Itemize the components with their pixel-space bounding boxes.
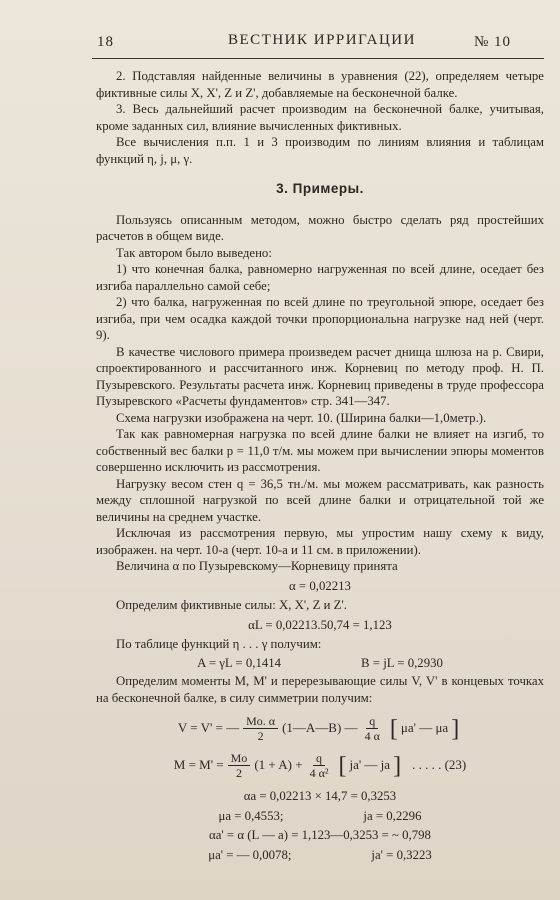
paragraph: Величина α по Пузыревскому—Корневицу принята: [116, 559, 398, 573]
formula-m-bracket: ja' — ja: [349, 757, 391, 773]
formula-m-mid: (1 + A) +: [254, 757, 303, 773]
paragraph: 2) что балка, нагруженная по всей длине по треугольной эпюре, оседает без изгиба, при чем осадка каждой точки пропорциональна нагрузке над ней (черт. 9).: [96, 295, 544, 342]
paragraph: Так автором было выведено:: [116, 245, 272, 260]
section-title: 3. Примеры.: [276, 181, 364, 196]
paragraph: Определим моменты M, M' и перерезывающие силы V, V' в концевых точках на бесконечной балке, в силу симметрии получим:: [96, 674, 544, 705]
equation-number: . . . . . (23): [412, 757, 467, 773]
paragraph: Пользуясь описанным методом, можно быстро сделать ряд простейших расчетов в общем виде.: [96, 212, 544, 243]
numerator: Mo. α: [243, 714, 278, 729]
paragraph: В качестве числового примера произведем расчет днища шлюза на р. Свири, спроектированного и рассчитанного инж. Корневиц по методу проф. Н. П. Пузыревского. Результаты расчета инж. Корневиц приведены в труде профессора Пузыревского «Расчеты фундаментов» стр. 341—347.: [96, 344, 544, 408]
equation-alpha: α = 0,02213: [289, 578, 351, 593]
fraction: [228, 751, 251, 780]
formula-v-mid: (1—A—B) —: [282, 720, 358, 736]
issue-number: № 10: [474, 34, 512, 50]
equation-b: B = jL = 0,2930: [361, 655, 443, 670]
paragraph: 1) что конечная балка, равномерно нагруженная по всей длине, оседает без изгиба параллельно самой себе;: [96, 262, 544, 293]
left-bracket: [: [389, 715, 398, 742]
page-number: 18: [97, 34, 114, 50]
denominator: 2: [235, 766, 242, 780]
paragraph: Определим фиктивные силы: X, X', Z и Z'.: [116, 598, 347, 612]
formula-m-lhs: M = M' =: [173, 757, 224, 773]
equation-mu-a-prime: μa' = — 0,0078;: [208, 847, 292, 862]
fraction: [243, 714, 278, 743]
paragraph: 3. Весь дальнейший расчет производим на бесконечной балке, учитывая, кроме заданных сил, влияние вычисленных фиктивных.: [96, 102, 544, 133]
denominator: 4 α²: [309, 766, 329, 780]
numerator: q: [366, 714, 378, 729]
page-header: [0, 30, 560, 56]
equation-alpha-a: αa = 0,02213 × 14,7 = 0,3253: [243, 789, 397, 803]
fraction: [307, 751, 332, 780]
paragraph: Нагрузку весом стен q = 36,5 тн./м. мы можем рассматривать, как разность между сплошной нагрузкой по всей длине балки и отрицательной той же величины на среднем участке.: [96, 476, 544, 524]
right-bracket: ]: [451, 715, 460, 742]
left-bracket: [: [338, 752, 347, 779]
equation-alpha-a-prime: αa' = α (L — a) = 1,123—0,3253 = ~ 0,798: [209, 828, 431, 842]
header-rule: [92, 58, 544, 59]
paragraph: 2. Подставляя найденные величины в уравнения (22), определяем четыре фиктивные силы X, X', Z и Z', добавляемые на бесконечной балке.: [96, 69, 544, 100]
right-bracket: ]: [393, 752, 402, 779]
page-body: [96, 68, 544, 865]
equation-alpha-l: αL = 0,02213.50,74 = 1,123: [248, 617, 392, 632]
paragraph: Так как равномерная нагрузка по всей длине балки не влияет на изгиб, то собственный вес балки p = 11,0 т/м. мы можем при вычислении эпюры моментов совершенно исключить из рассмотрения.: [96, 427, 544, 474]
paragraph: Все вычисления п.п. 1 и 3 производим по линиям влияния и таблицам функций η, j, μ, γ.: [96, 135, 544, 166]
equation-j-a-prime: ja' = 0,3223: [371, 847, 432, 862]
denominator: 2: [257, 729, 264, 743]
paragraph: Исключая из рассмотрения первую, мы упростим нашу схему к виду, изображен. на черт. 10-а (черт. 10-а и 11 см. в приложении).: [96, 526, 544, 557]
formula-m: [96, 751, 544, 780]
journal-title: ВЕСТНИК ИРРИГАЦИИ: [228, 32, 416, 48]
numerator: Mo: [228, 751, 251, 766]
numerator: q: [313, 751, 325, 766]
equation-row-a-b: [96, 655, 544, 672]
formula-v-bracket: μa' — μa: [400, 720, 449, 736]
denominator: 4 α: [364, 729, 380, 743]
paragraph: По таблице функций η . . . γ получим:: [116, 637, 322, 651]
equation-j-a: ja = 0,2296: [363, 808, 422, 823]
paragraph: Схема нагрузки изображена на черт. 10. (Ширина балки—1,0метр.).: [116, 410, 487, 425]
equation-a: A = γL = 0,1414: [197, 655, 282, 670]
equation-row-mu-j: [96, 808, 544, 825]
formula-v-lhs: V = V' = —: [177, 720, 240, 736]
equation-mu-a: μa = 0,4553;: [218, 808, 284, 823]
fraction: [362, 714, 383, 743]
formula-v: [96, 714, 544, 743]
equation-row-mu-j-prime: [96, 847, 544, 864]
